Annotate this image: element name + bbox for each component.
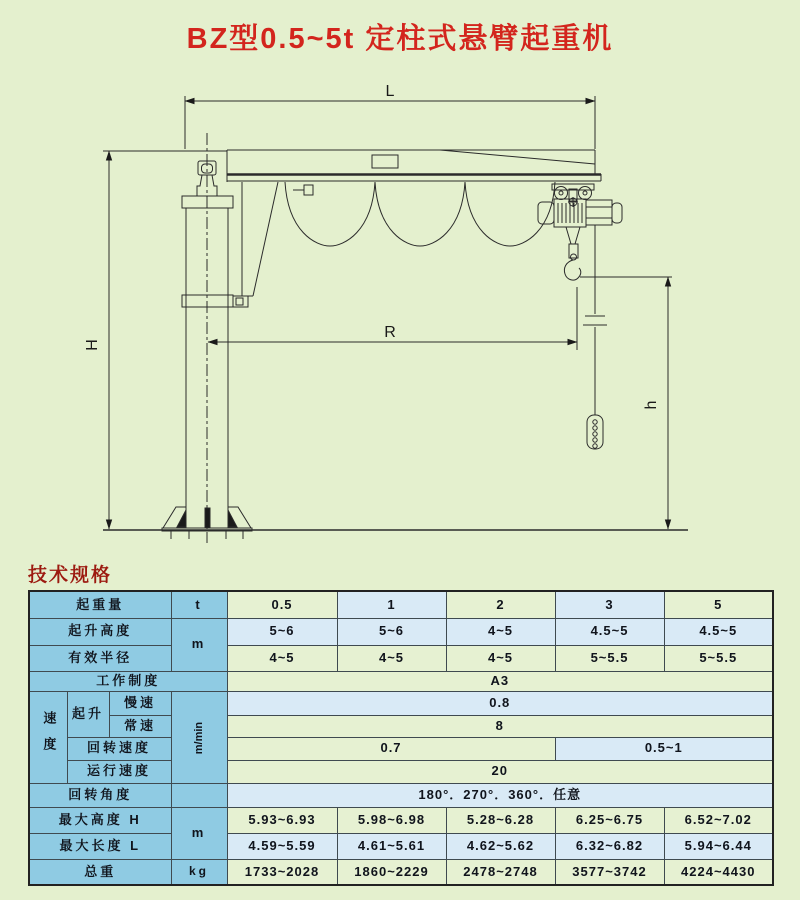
value-cell: 4~5 <box>446 645 555 671</box>
row-capacity <box>29 591 773 618</box>
group-label-speed: 速度 <box>29 691 67 783</box>
dimension-R <box>208 287 577 350</box>
row-label-travel: 运行速度 <box>67 760 171 783</box>
row-label-slew: 回转速度 <box>67 737 171 760</box>
row-label-slew-angle: 回转角度 <box>29 783 171 807</box>
row-speed-slow <box>29 691 773 715</box>
value-cell: 0.7 <box>227 737 555 760</box>
value-cell: 2 <box>446 591 555 618</box>
specs-section-title: 技术规格 <box>28 565 113 586</box>
value-cell: 5~6 <box>227 618 337 645</box>
row-slew-angle <box>29 783 773 807</box>
value-cell: 4.59~5.59 <box>227 833 337 859</box>
beam-web-box <box>372 155 398 168</box>
unit-cell-empty <box>171 783 227 807</box>
dim-label-h: h <box>643 400 660 410</box>
pendant-control <box>583 225 607 449</box>
dim-label-H: H <box>84 339 101 351</box>
value-cell: 1 <box>337 591 446 618</box>
row-label-capacity: 起重量 <box>29 591 171 618</box>
unit-capacity: t <box>171 591 227 618</box>
cable-feed-box <box>304 185 313 195</box>
row-max-height <box>29 807 773 833</box>
row-lift-height <box>29 618 773 645</box>
row-speed-normal <box>29 715 773 737</box>
unit-lift-height: m <box>171 618 227 671</box>
value-cell: 4~5 <box>337 645 446 671</box>
value-cell: 3577~3742 <box>555 859 664 885</box>
row-label-slow: 慢速 <box>109 691 171 715</box>
value-cell: 180°．270°．360°．任意 <box>227 783 773 807</box>
value-cell: 0.5 <box>227 591 337 618</box>
unit-total-weight: kg <box>171 859 227 885</box>
value-cell: 5 <box>664 591 773 618</box>
value-cell: 5.98~6.98 <box>337 807 446 833</box>
value-cell: 4224~4430 <box>664 859 773 885</box>
value-cell: 2478~2748 <box>446 859 555 885</box>
dimension-h <box>580 277 672 529</box>
value-cell: 8 <box>227 715 773 737</box>
value-cell: 0.8 <box>227 691 773 715</box>
jib-tie-bracket <box>242 182 278 296</box>
hoist-body <box>538 199 622 227</box>
value-cell: 4.5~5 <box>664 618 773 645</box>
electric-hoist <box>538 184 622 280</box>
value-cell: 4~5 <box>227 645 337 671</box>
value-cell: 6.32~6.82 <box>555 833 664 859</box>
value-cell: 4~5 <box>446 618 555 645</box>
row-speed-travel <box>29 760 773 783</box>
value-cell: 5.94~6.44 <box>664 833 773 859</box>
row-label-radius: 有效半径 <box>29 645 171 671</box>
value-cell: 0.5~1 <box>555 737 773 760</box>
row-speed-slew <box>29 737 773 760</box>
festoon-cables <box>285 182 555 246</box>
value-cell: 4.62~5.62 <box>446 833 555 859</box>
row-total-weight <box>29 859 773 885</box>
row-max-length <box>29 833 773 859</box>
value-cell: 4.5~5 <box>555 618 664 645</box>
column <box>182 133 278 543</box>
value-cell: 5~6 <box>337 618 446 645</box>
unit-max-height: m <box>171 807 227 859</box>
value-cell: 5.93~6.93 <box>227 807 337 833</box>
jib-beam <box>227 150 601 182</box>
specs-table <box>28 590 774 886</box>
value-cell: 5.28~6.28 <box>446 807 555 833</box>
value-cell: 6.52~7.02 <box>664 807 773 833</box>
row-label-max-height: 最大高度 H <box>29 807 171 833</box>
row-label-max-length: 最大长度 L <box>29 833 171 859</box>
value-cell: 3 <box>555 591 664 618</box>
row-label-duty: 工作制度 <box>29 671 227 691</box>
row-radius <box>29 645 773 671</box>
specs-table-wrap <box>28 590 774 886</box>
hook <box>564 227 580 280</box>
value-cell: A3 <box>227 671 773 691</box>
dim-label-R: R <box>384 324 396 341</box>
page-title: BZ型0.5~5t 定柱式悬臂起重机 <box>186 23 614 55</box>
value-cell: 1860~2229 <box>337 859 446 885</box>
group-label-hoist: 起升 <box>67 691 109 737</box>
unit-speed: m/min <box>171 691 227 783</box>
row-label-total-weight: 总重 <box>29 859 171 885</box>
value-cell: 4.61~5.61 <box>337 833 446 859</box>
value-cell: 20 <box>227 760 773 783</box>
value-cell: 1733~2028 <box>227 859 337 885</box>
dim-label-L: L <box>385 83 395 100</box>
row-label-lift-height: 起升高度 <box>29 618 171 645</box>
dimension-L <box>185 83 595 149</box>
row-label-normal: 常速 <box>109 715 171 737</box>
value-cell: 6.25~6.75 <box>555 807 664 833</box>
value-cell: 5~5.5 <box>555 645 664 671</box>
value-cell: 5~5.5 <box>664 645 773 671</box>
row-duty <box>29 671 773 691</box>
